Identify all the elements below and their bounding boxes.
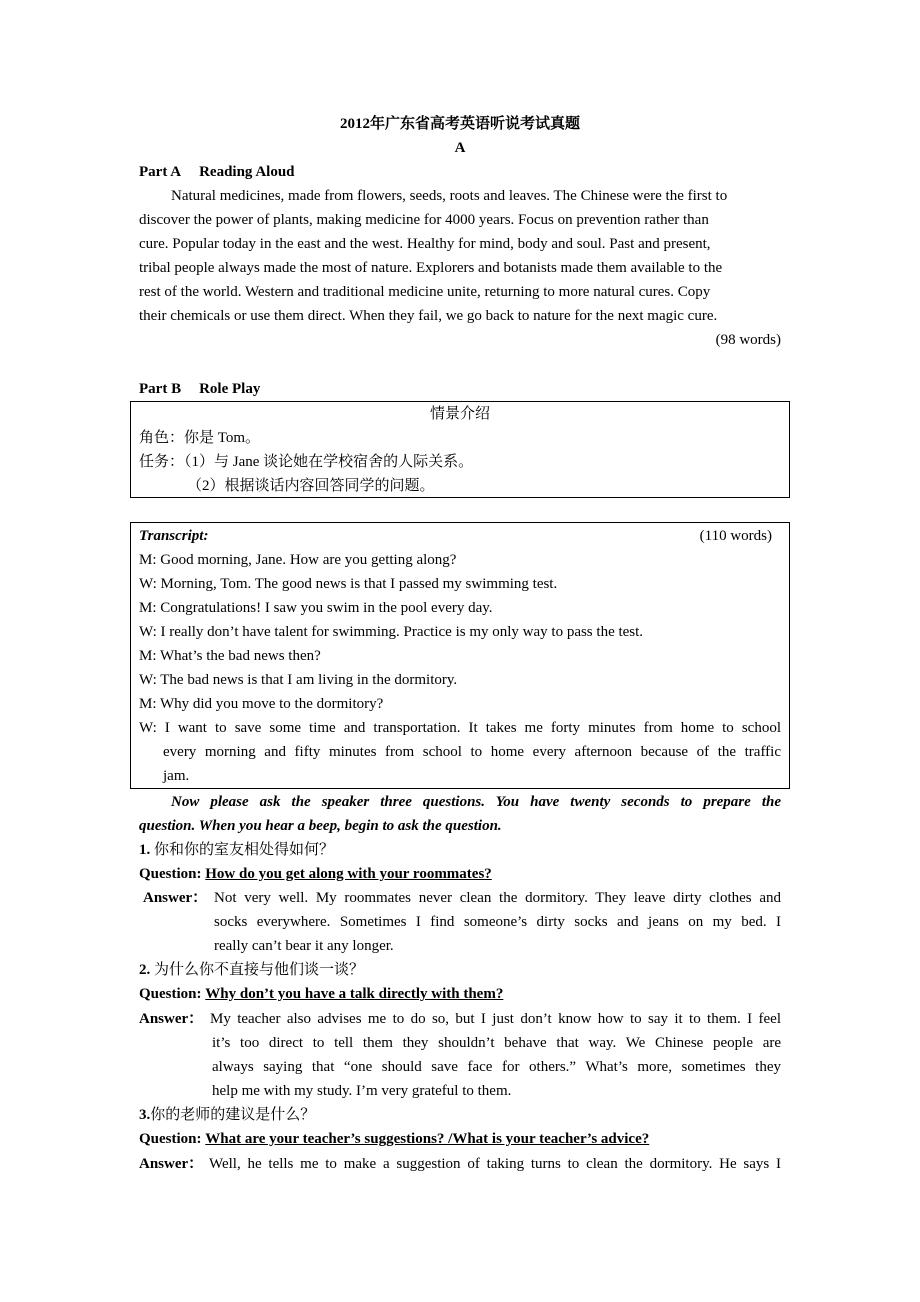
transcript-word-count: (110 words) (699, 528, 772, 544)
instruction-line: question. When you hear a beep, begin to ask the question. (139, 818, 502, 834)
answer-line: Well, he tells me to make a suggestion of taking turns to clean the dormitory. He says I (209, 1156, 781, 1172)
question-chinese: 你和你的室友相处得如何？ (154, 842, 335, 858)
question-number: 3. (139, 1107, 151, 1123)
answer-label: Answer： (139, 1156, 204, 1172)
transcript-line: M: Congratulations! I saw you swim in the pool every day. (139, 600, 493, 616)
part-b-label: Part B (139, 381, 182, 397)
question-1-chinese (139, 838, 781, 862)
question-2-chinese (139, 958, 781, 982)
reading-line: Natural medicines, made from flowers, seeds, roots and leaves. The Chinese were the first to (171, 188, 728, 204)
part-b-heading (139, 377, 781, 401)
answer-line: My teacher also advises me to do so, but I just don’t know how to say it to them. I feel (210, 1011, 781, 1027)
answer-line: always saying that “one should save face for others.” What’s more, sometimes they (212, 1059, 781, 1075)
transcript-line: jam. (163, 768, 190, 784)
question-label: Question: (139, 986, 202, 1002)
question-number: 1. (139, 842, 151, 858)
question-3-english (139, 1127, 781, 1151)
part-b-name: Role Play (199, 381, 261, 397)
answer-line: really can’t bear it any longer. (214, 938, 394, 954)
answer-line: it’s too direct to tell them they shouldn’t behave that way. We Chinese people are (212, 1035, 781, 1051)
reading-word-count: (98 words) (715, 332, 781, 348)
document-title: 2012年广东省高考英语听说考试真题 (339, 116, 580, 132)
scenario-task-1: 任务：（1）与 Jane 谈论她在学校宿舍的人际关系。 (139, 454, 474, 470)
reading-line: discover the power of plants, making medicine for 4000 years. Focus on prevention rather than (139, 212, 709, 228)
transcript-line: W: I want to save some time and transportation. It takes me forty minutes from home to school (139, 720, 781, 736)
reading-line: cure. Popular today in the east and the west. Healthy for mind, body and soul. Past and present, (139, 236, 711, 252)
answer-label: Answer： (143, 890, 208, 906)
question-label: Question: (139, 1131, 202, 1147)
question-number: 2. (139, 962, 151, 978)
instruction-line: Now please ask the speaker three questions. You have twenty seconds to prepare the (171, 794, 781, 810)
question-chinese: 为什么你不直接与他们谈一谈？ (154, 962, 365, 978)
transcript-line: M: Good morning, Jane. How are you getting along? (139, 552, 457, 568)
scenario-task-2: （2）根据谈话内容回答同学的问题。 (187, 478, 435, 494)
answer-label: Answer： (139, 1011, 204, 1027)
answer-line: help me with my study. I’m very grateful to them. (212, 1083, 512, 1099)
part-a-label: Part A (139, 164, 182, 180)
transcript-line: W: I really don’t have talent for swimming. Practice is my only way to pass the test. (139, 624, 644, 640)
question-1-english (139, 862, 781, 886)
reading-line: their chemicals or use them direct. When they fail, we go back to nature for the next magic cure. (139, 308, 718, 324)
answer-line: Not very well. My roommates never clean the dormitory. They leave dirty clothes and (214, 890, 781, 906)
question-chinese: 你的老师的建议是什么？ (150, 1107, 316, 1123)
part-a-heading (139, 160, 781, 184)
question-label: Question: (139, 866, 202, 882)
question-2-english (139, 982, 781, 1006)
transcript-label: Transcript: (139, 528, 209, 544)
scenario-title: 情景介绍 (429, 406, 490, 422)
reading-line: rest of the world. Western and traditional medicine unite, returning to more natural cures. Copy (139, 284, 711, 300)
question-text: How do you get along with your roommates? (205, 866, 492, 882)
question-text: Why don’t you have a talk directly with them? (205, 986, 504, 1002)
scenario-role: 角色：你是 Tom。 (139, 430, 261, 446)
transcript-line: W: The bad news is that I am living in the dormitory. (139, 672, 458, 688)
section-label: A (454, 140, 466, 156)
transcript-line: every morning and fifty minutes from school to home every afternoon because of the traffic (163, 744, 781, 760)
question-3-chinese (139, 1103, 781, 1127)
transcript-line: M: What’s the bad news then? (139, 648, 321, 664)
part-a-name: Reading Aloud (199, 164, 295, 180)
question-text: What are your teacher’s suggestions? /What is your teacher’s advice? (205, 1131, 650, 1147)
transcript-line: M: Why did you move to the dormitory? (139, 696, 384, 712)
transcript-line: W: Morning, Tom. The good news is that I passed my swimming test. (139, 576, 558, 592)
answer-line: socks everywhere. Sometimes I find someone’s dirty socks and jeans on my bed. I (214, 914, 781, 930)
reading-line: tribal people always made the most of nature. Explorers and botanists made them available to the (139, 260, 723, 276)
